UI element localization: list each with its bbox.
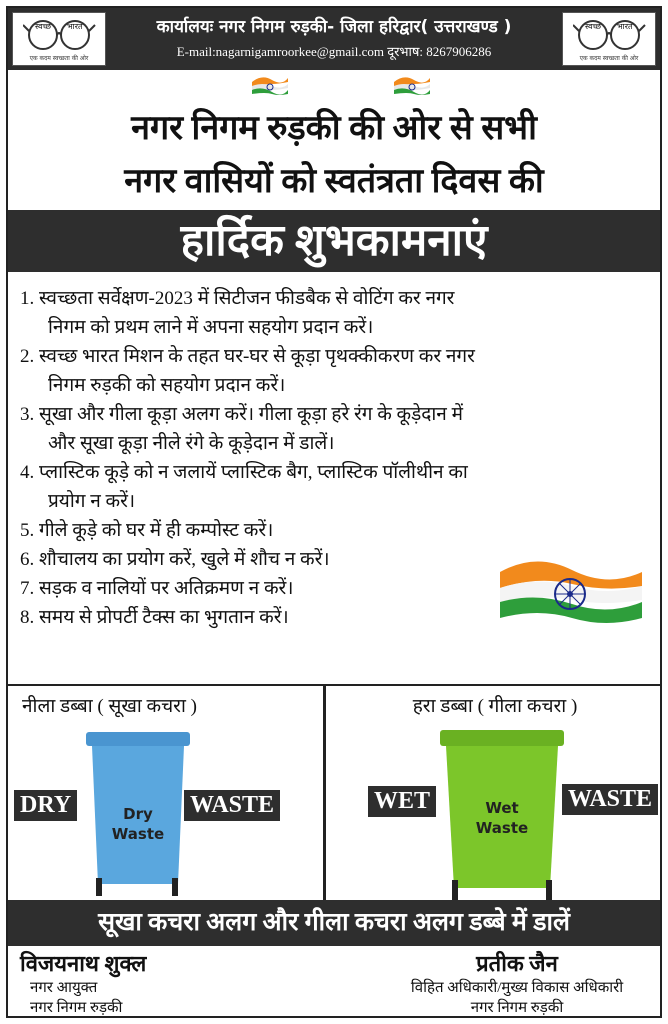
flag-ribbon-icon bbox=[250, 74, 290, 96]
blue-bin-label: नीला डब्बा ( सूखा कचरा ) bbox=[22, 696, 197, 717]
commissioner-name: विजयनाथ शुक्ल bbox=[20, 951, 147, 976]
flag-ribbon-icon bbox=[392, 74, 432, 96]
right-signature bbox=[382, 948, 652, 1018]
wet-waste-tag: WASTE bbox=[562, 784, 658, 815]
list-item: 5. गीले कूड़े को घर में ही कम्पोस्ट करें। bbox=[20, 520, 274, 541]
logo-word-1: स्वच्छ bbox=[585, 22, 602, 31]
poster bbox=[6, 6, 662, 1018]
header-bar bbox=[8, 8, 660, 70]
office-title: कार्यालयः नगर निगम रुड़की- जिला हरिद्वार( उत्तराखण्ड ) bbox=[156, 17, 512, 37]
commissioner-office: नगर निगम रुड़की bbox=[30, 1000, 123, 1016]
logo-word-2: भारत bbox=[67, 22, 83, 31]
wet-tag: WET bbox=[368, 786, 436, 817]
blue-bin-panel bbox=[8, 686, 326, 900]
swachh-bharat-logo-right bbox=[562, 12, 656, 66]
logo-word-2: भारत bbox=[617, 22, 633, 31]
list-item: 3. सूखा और गीला कूड़ा अलग करें। गीला कूड़ा हरे रंग के कूड़ेदान में और सूखा कूड़ा नीले रंगे के कूड़ेदान में डालें। bbox=[20, 404, 463, 454]
list-item: 1. स्वच्छता सर्वेक्षण-2023 में सिटीजन फीडबैक से वोटिंग कर नगर निगम को प्रथम लाने में अपना सहयोग प्रदान करें। bbox=[20, 288, 455, 338]
logo-caption: एक कदम स्वच्छता की ओर bbox=[579, 55, 639, 62]
list-item: 2. स्वच्छ भारत मिशन के तहत घर-घर से कूड़ा पृथक्कीकरण कर नगर निगम रुड़की को सहयोग प्रदान करें। bbox=[20, 346, 475, 396]
blue-bin-text: Dry Waste bbox=[111, 805, 165, 843]
dry-tag: DRY bbox=[14, 790, 77, 821]
green-bin-panel bbox=[330, 686, 660, 900]
headline-line-2: नगर वासियों को स्वतंत्रता दिवस की bbox=[124, 163, 544, 200]
india-flag-ribbon-icon bbox=[496, 552, 646, 636]
list-item: 7. सड़क व नालियों पर अतिक्रमण न करें। bbox=[20, 578, 294, 599]
officer-office: नगर निगम रुड़की bbox=[470, 1000, 564, 1016]
greeting-banner: हार्दिक शुभकामनाएं bbox=[8, 210, 660, 272]
list-item: 4. प्लास्टिक कूड़े को न जलायें प्लास्टिक बैग, प्लास्टिक पॉलीथीन का प्रयोग न करें। bbox=[20, 462, 468, 512]
officer-name: प्रतीक जैन bbox=[476, 951, 558, 976]
commissioner-title: नगर आयुक्त bbox=[30, 980, 98, 996]
waste-bins-section bbox=[8, 684, 660, 900]
logo-caption: एक कदम स्वच्छता की ओर bbox=[29, 55, 89, 62]
headline-line-1: नगर निगम रुड़की की ओर से सभी bbox=[131, 110, 537, 147]
list-item: 6. शौचालय का प्रयोग करें, खुले में शौच न करें। bbox=[20, 549, 330, 570]
dry-waste-tag: WASTE bbox=[184, 790, 280, 821]
green-bin-text: Wet Waste bbox=[475, 799, 529, 837]
logo-word-1: स्वच्छ bbox=[35, 22, 52, 31]
green-bin-label: हरा डब्बा ( गीला कचरा ) bbox=[412, 696, 578, 717]
left-signature bbox=[20, 948, 146, 1018]
officer-title: विहित अधिकारी/मुख्य विकास अधिकारी bbox=[410, 980, 624, 996]
segregation-banner: सूखा कचरा अलग और गीला कचरा अलग डब्बे में डालें bbox=[8, 900, 660, 946]
swachh-bharat-logo-left bbox=[12, 12, 106, 66]
contact-line: E-mail:nagarnigamroorkee@gmail.com दूरभाष: 8267906286 bbox=[176, 44, 492, 59]
list-item: 8. समय से प्रोपर्टी टैक्स का भुगतान करें। bbox=[20, 607, 289, 628]
